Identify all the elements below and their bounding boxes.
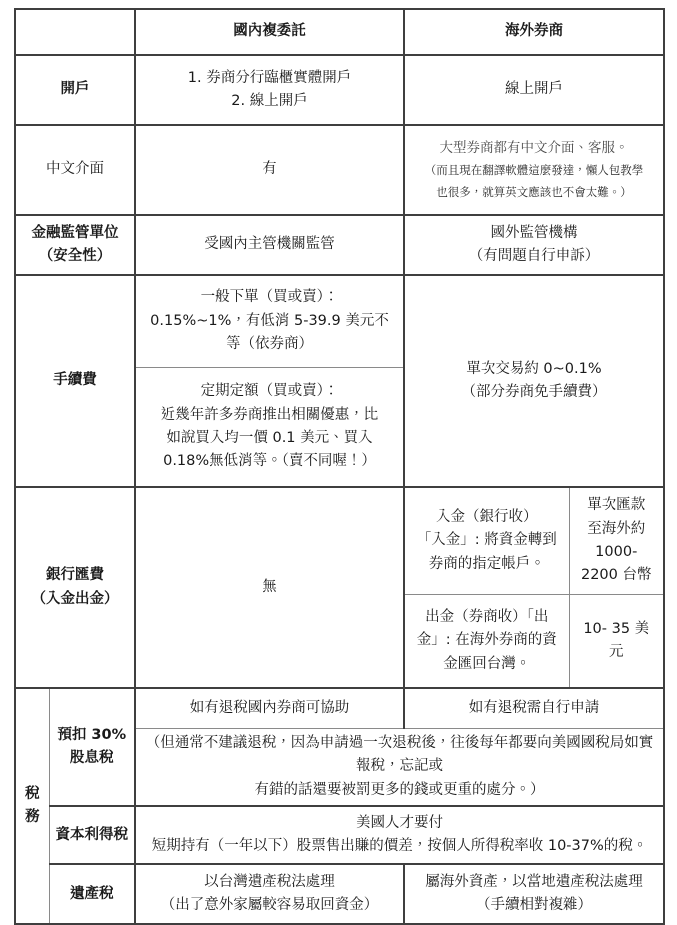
regulator-label-line2: （安全性） <box>38 248 112 264</box>
account-opening-domestic-line2: 2. 線上開戶 <box>231 93 308 109</box>
tax-estate-overseas-line1: 屬海外資產，以當地遺產稅法處理 <box>425 873 643 890</box>
commission-regular-line3: 如說買入均一價 0.1 美元、買入 <box>166 430 373 446</box>
commission-general-line3: 等（依券商） <box>226 336 313 353</box>
row-label-account-opening: 開戶 <box>15 55 135 125</box>
cell-regulator-domestic: 受國內主管機關監管 <box>135 215 404 275</box>
tax-estate-domestic-line1: 以台灣遺產稅法處理 <box>204 873 335 890</box>
row-label-regulator <box>15 215 135 275</box>
tax-capital-gains-line1: 美國人才要付 <box>356 814 443 831</box>
account-opening-domestic-line1: 1. 券商分行臨櫃實體開戶 <box>187 69 352 86</box>
row-label-tax-capital-gains: 資本利得稅 <box>49 806 135 864</box>
cell-chinese-ui-domestic: 有 <box>135 125 404 215</box>
commission-regular-line4: 0.18%無低消等。（賣不同喔！） <box>163 453 376 470</box>
header-domestic: 國內複委託 <box>135 9 404 55</box>
bank-transfer-out-line1: 出金（券商收）「出 <box>425 608 549 625</box>
table-header-row <box>15 9 664 55</box>
header-overseas: 海外券商 <box>404 9 664 55</box>
chinese-ui-overseas-main: 大型券商都有中文介面、客服。 <box>439 139 629 156</box>
cell-tax-dividend-domestic: 如有退稅國內券商可協助 <box>135 688 404 729</box>
row-tax-estate <box>15 864 664 924</box>
row-label-commission: 手續費 <box>15 275 135 487</box>
row-account-opening <box>15 55 664 125</box>
row-label-tax-dividend <box>49 688 135 806</box>
cell-chinese-ui-overseas <box>404 125 664 215</box>
bank-transfer-out-line3: 金匯回台灣。 <box>443 655 531 672</box>
bank-transfer-in-line2: 「入金」: 將資金轉到 <box>416 532 557 549</box>
cell-bank-transfer-in-desc <box>404 487 569 595</box>
cell-tax-dividend-overseas: 如有退稅需自行申請 <box>404 688 664 729</box>
cell-bank-transfer-out-fee <box>569 595 664 689</box>
cell-tax-estate-domestic <box>135 864 404 924</box>
tax-dividend-note-line1: （但通常不建議退稅，因為申請過一次退稅後，往後每年都要向美國國稅局如實報稅，忘記或 <box>145 735 654 775</box>
row-label-chinese-ui: 中文介面 <box>15 125 135 215</box>
cell-commission-overseas <box>404 275 664 487</box>
bank-transfer-in-fee-line3: 1000- <box>595 544 638 560</box>
regulator-label-line1: 金融監管單位 <box>31 224 119 241</box>
bank-transfer-in-fee-line2: 至海外約 <box>587 520 646 537</box>
commission-general-line1: 一般下單（買或賣）： <box>200 289 339 306</box>
bank-transfer-label-line2: （入金出金） <box>31 590 119 607</box>
bank-transfer-in-fee-line4: 2200 台幣 <box>580 567 652 584</box>
cell-bank-transfer-domestic: 無 <box>135 487 404 688</box>
bank-transfer-out-line2: 金」: 在海外券商的資 <box>416 632 557 649</box>
chinese-ui-overseas-note-2: 也很多，就算英文應該也不會太難。） <box>436 184 632 199</box>
cell-bank-transfer-out-desc <box>404 595 569 689</box>
row-regulator <box>15 215 664 275</box>
row-label-tax <box>15 688 49 924</box>
cell-account-opening-domestic <box>135 55 404 125</box>
tax-capital-gains-line2: 短期持有（一年以下）股票售出賺的價差，按個人所得稅率收 10-37%的稅。 <box>151 838 648 855</box>
header-corner-cell <box>15 9 135 55</box>
cell-regulator-overseas <box>404 215 664 275</box>
cell-account-opening-overseas: 線上開戶 <box>404 55 664 125</box>
chinese-ui-overseas-note-1: （而且現在翻譯軟體這麼發達，懶人包教學 <box>424 162 644 177</box>
commission-regular-line2: 近幾年許多券商推出相關優惠，比 <box>160 406 379 423</box>
row-chinese-ui <box>15 125 664 215</box>
cell-tax-capital-gains <box>135 806 664 864</box>
row-tax-dividend-main <box>15 688 664 729</box>
cell-commission-domestic-general <box>135 275 404 368</box>
cell-commission-domestic-regular <box>135 368 404 488</box>
tax-dividend-note-line2: 有錯的話還要被罰更多的錢或更重的處分。） <box>254 781 545 798</box>
commission-overseas-line2: （部分券商免手續費） <box>461 384 607 400</box>
tax-estate-domestic-line2: （出了意外家屬較容易取回資金） <box>160 897 379 914</box>
bank-transfer-label-line1: 銀行匯費 <box>46 567 104 584</box>
bank-transfer-out-fee-line2: 元 <box>609 644 624 660</box>
regulator-overseas-line1: 國外監管機構 <box>490 224 578 241</box>
cell-tax-estate-overseas <box>404 864 664 924</box>
commission-general-line2: 0.15%~1%，有低消 5-39.9 美元不 <box>150 312 389 329</box>
bank-transfer-in-fee-line1: 單次匯款 <box>587 497 646 514</box>
tax-label-char-2: 務 <box>25 809 40 826</box>
bank-transfer-in-line3: 券商的指定帳戶。 <box>428 555 545 572</box>
row-label-tax-estate: 遺產稅 <box>49 864 135 924</box>
row-label-bank-transfer <box>15 487 135 688</box>
tax-estate-overseas-line2: （手續相對複雜） <box>476 897 592 914</box>
commission-overseas-line1: 單次交易約 0~0.1% <box>466 360 602 377</box>
tax-dividend-label-line2: 股息稅 <box>70 750 114 767</box>
commission-regular-line1: 定期定額（買或賣）： <box>200 383 339 400</box>
tax-label-char-1: 稅 <box>25 785 40 802</box>
tax-dividend-label-line1: 預扣 30% <box>57 726 127 743</box>
row-commission-general <box>15 275 664 368</box>
cell-tax-dividend-note <box>135 729 664 807</box>
bank-transfer-out-fee-line1: 10- 35 美 <box>583 620 650 637</box>
row-bank-transfer-in <box>15 487 664 595</box>
broker-comparison-table <box>14 8 665 925</box>
row-tax-capital-gains <box>15 806 664 864</box>
cell-bank-transfer-in-fee <box>569 487 664 595</box>
bank-transfer-in-line1: 入金（銀行收） <box>436 508 538 525</box>
regulator-overseas-line2: （有問題自行申訴） <box>468 248 600 264</box>
